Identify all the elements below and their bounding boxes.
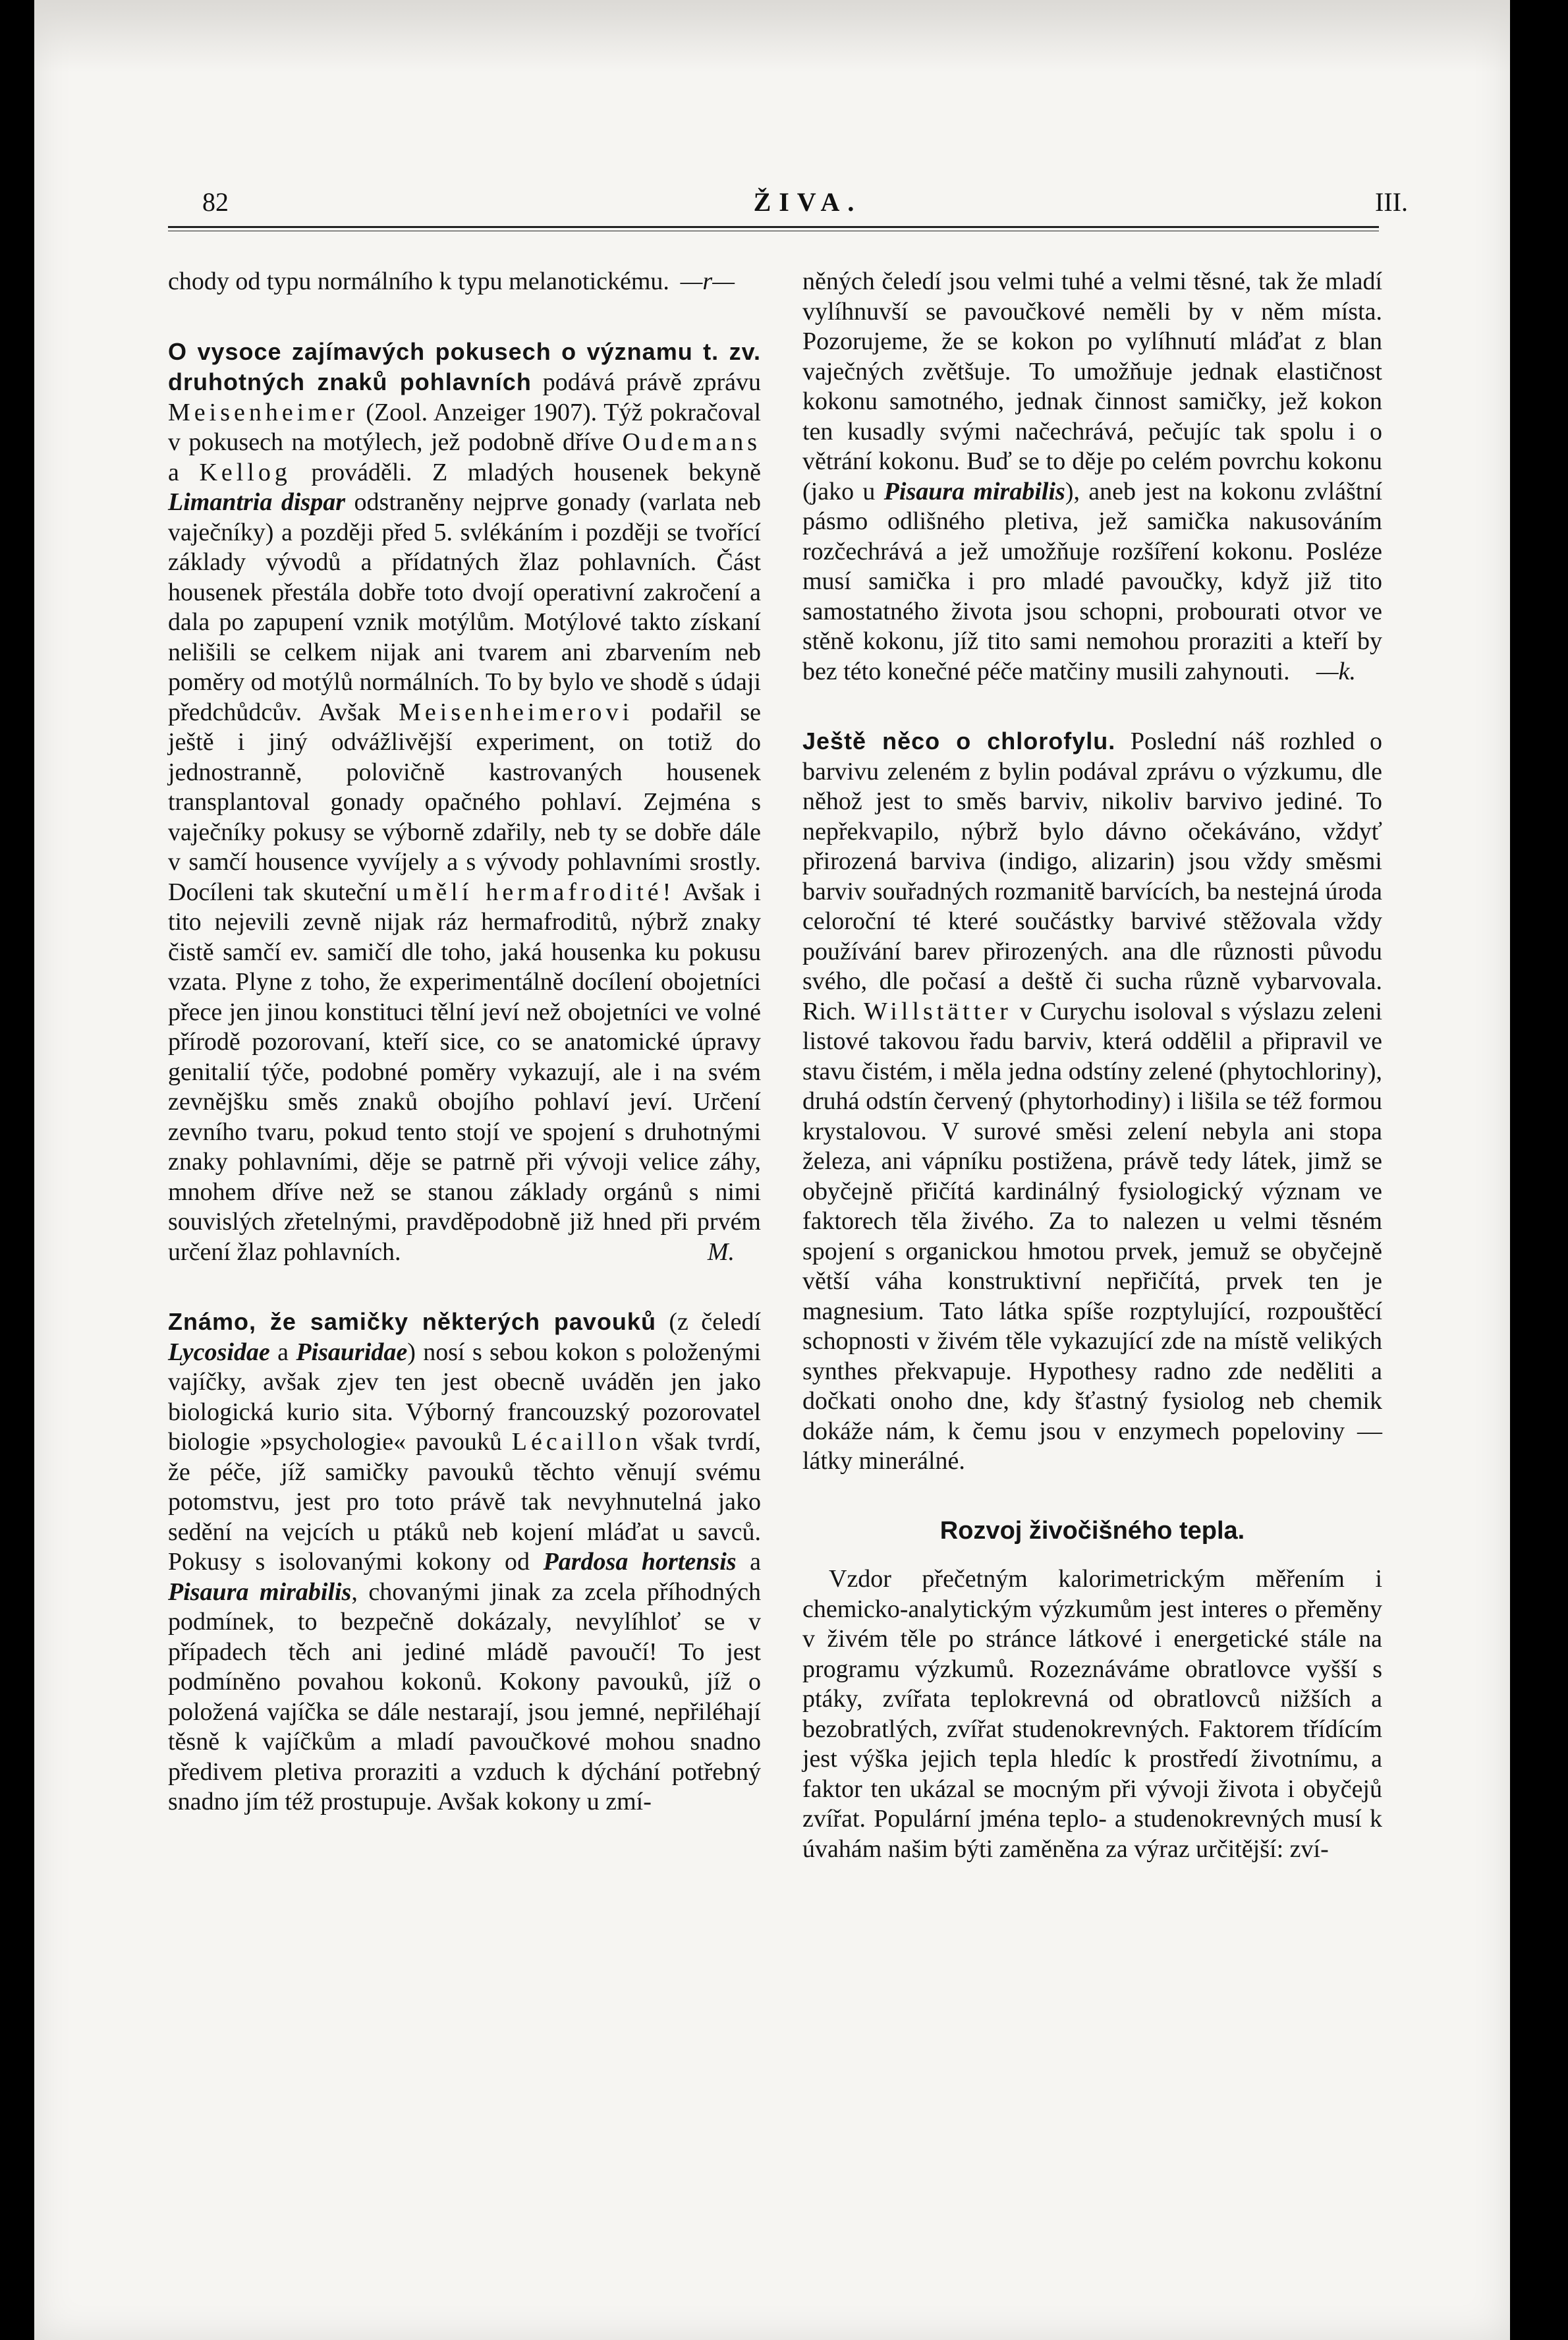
running-header (202, 186, 1413, 226)
right-column (802, 267, 1382, 1864)
spacer (802, 687, 1382, 726)
volume-number: III. (1375, 187, 1408, 217)
text-run: a (277, 1338, 289, 1366)
article-sexual-characters (168, 337, 761, 1268)
intro-paragraph (168, 267, 761, 297)
author-name: Lécaillon (511, 1428, 642, 1456)
header-rule-thick (168, 226, 1379, 228)
text-run: (z čeledí (669, 1308, 762, 1336)
text-run: něných čeledí jsou velmi tuhé a velmi těsné, tak že mladí vylíhnuvší se pavoučkové neměli by v něm místa. Pozorujeme, že se kokon po vylíhnutí mláďat z blan vaječných zvětšuje. To umožňuje jednak elastičnost kokonu samotného, jednak činnost samičky, jež kokon ten kusadly svými načechrává, pečujíc tak spolu i o větrání kokonu. Buď se to děje po celém povrchu kokonu (jako u (802, 268, 1382, 505)
text-run: a (168, 458, 179, 486)
text-run: odstraněny nejprve gonady (varlata neb vaječníky) a později před 5. svlékáním i později se tvořící základy vývodů a přídatných žlaz pohlavních. Část housenek přestála dobře toto dvojí operativní zakročení a dala po zapupení vznik motýlům. Motýlové takto získaní nelišili se celkem nijak ani tvarem ani zbarvením neb poměry od motýlů normálních. To by bylo ve shodě s údaji předchůdcův. Avšak (168, 488, 762, 726)
family-name: Pisauridae (296, 1338, 408, 1366)
journal-title: ŽIVA. (753, 187, 862, 217)
text-run: podařil se ještě i jiný odvážlivější experiment, on totiž do jednostranně, polovičně kastrovaných housenek transplantoval gonady opačného pohlaví. Zejména s vaječníky pokusy se výborně zdařily, neb ty se dobře dále v samčí housence vyvíjely a s vývody pohlavními srostly. Docíleni tak skuteční (168, 698, 762, 906)
section-heading: Ještě něco o chlorofylu. (802, 728, 1116, 755)
page-number: 82 (202, 187, 229, 217)
author-name: Meisenheimer (168, 398, 359, 426)
signature-k: —k. (1316, 657, 1356, 685)
spacer (802, 1477, 1382, 1516)
species-name: Pisaura mirabilis (168, 1578, 352, 1606)
emphasized-term: umělí hermafrodité! (395, 878, 675, 906)
text-run: , chovanými jinak za zcela příhodných podmínek, to bezpečně dokázaly, nevylíhloť se v případech těch ani jediné mládě pavoučí! To jest podmíněno povahou kokonů. Kokony pavouků, jíž o položená vajíčka se dále nestarají, jsou jemné, nepřiléhají těsně k vajíčkům a mladí pavoučkové mohou snadno předivem pletiva proraziti a vzduch k dýchání potřebný snadno jím též prostupuje. Avšak kokony u zmí- (168, 1578, 761, 1815)
text-run: chody od typu normálního k typu melanotickému. (168, 268, 669, 295)
text-run: prováděli. Z mladých housenek bekyně (311, 458, 761, 486)
author-name: Meisenheimerovi (399, 698, 634, 726)
family-name: Lycosidae (168, 1338, 270, 1366)
author-name: Willstätter (864, 997, 1012, 1025)
section-heading-animal-heat: Rozvoj živočišného tepla. (939, 1516, 1245, 1545)
section-heading: Známo, že samičky některých pavouků (168, 1308, 656, 1335)
author-name: Oudemans (622, 428, 761, 456)
species-name: Pisaura mirabilis (883, 477, 1065, 505)
text-run: (Zool. Anzeiger 1907). Týž pokračoval v pokusech na motýlech, jež podobně dříve (168, 398, 762, 456)
text-run: Avšak i tito nejevili zevně nijak ráz hermafroditů, nýbrž znaky čistě samčí ev. samičí dle toho, jaká housenka ku pokusu vzata. Plyne z toho, že experimentálně docílení obojetníci přece jen jinou konstituci tělní jeví než obojetníci ve volné přírodě pozorovaní, kteří sice, co se anatomické úpravy genitalií týče, podobné poměry vykazují, ale i na svém zevnějšku směs znaků obojího pohlaví jeví. Určení zevního tvaru, pokud tento stojí ve spojení s druhotnými znaky pohlavními, děje se patrně při vývoji velice záhy, mnohem dříve než se stanou základy orgánů s nimi souvislých zřetelnými, pravděpodobně již hned při prvém určení žlaz pohlavních. (168, 878, 761, 1266)
article-spiders-continued (802, 267, 1382, 687)
text-run: v Curychu isoloval s výslazu zeleni listové takovou řadu barviv, která oddělil a připravil ve stavu čistém, i měla jedna odstíny zelené (phytochloriny), druhá odstín červený (phytorhodiny) i lišila se též formou krystalovou. V surové směsi zelení nebyla ani stopa železa, ani vápníku postižena, právě tedy látek, jimž se obyčejně přičítá kardinálný fysiologický význam ve faktorech těla živého. Za to nalezen u velmi těsném spojení s organickou hmotou prvek, jemuž se obyčejně větší váha konstruktivní nepřičítá, prvek ten je magnesium. Tato látka spíše rozptylující, rozpouštěcí schopnosti v živém těle vykazující zde na místě velikých synthes překvapuje. Hypothesy radno zde neděliti a dočkati onoho dne, kdy šťastný fysiolog neb chemik dokáže nám, k čemu jsou v enzymech popeloviny — látky minerálné. (802, 997, 1383, 1475)
text-run: ) nosí s sebou kokon s položenými vajíčky, avšak zjev ten jest obecně uváděn jen jako biologická kurio sita. Výborný francouzský pozorovatel biologie »psychologie« pavouků (168, 1338, 762, 1456)
signature-m: M. (707, 1238, 735, 1266)
section-heading: O vysoce zajímavých pokusech o významu t. zv. druhotných znaků pohlavních (168, 337, 761, 395)
signature-r: —r— (680, 268, 735, 295)
text-run: podává právě zprávu (542, 368, 761, 396)
text-run: však tvrdí, že péče, jíž samičky pavouků těchto věnují svému potomstvu, jest pro toto právě tak nevyhnutelná jako sedění na vejcích u ptáků neb kojení mláďat u savců. Pokusy s isolovanými kokony od (168, 1428, 761, 1576)
article-chlorophyll (802, 726, 1382, 1477)
text-run: Poslední náš rozhled o barvivu zeleném z bylin podával zprávu o výzkumu, dle něhož jest to směs barviv, nikoliv barvivo jediné. To nepřekvapilo, nýbrž bylo dávno očekáváno, vždyť přirozená barviva (indigo, alizarin) jsou vždy směsmi barviv souřadných rozmanitě barvících, ba nestejná úroda celoroční té které součástky barvivé stěžovala vždy používání barev přirozených. ana dle různosti původu svého, dle počasí a deště či sucha různě vybarvovala. Rich. (802, 728, 1382, 1025)
text-run: a (750, 1548, 762, 1576)
spacer (168, 297, 761, 337)
text-run: Vzdor přečetným kalorimetrickým měřením i chemicko-analytickým výzkumům jest interes o přeměny v živém těle po stránce látkové i energetické stále na programu výzkumů. Rozeznáváme obratlovce vyšší s ptáky, zvířata teplokrevná od obratlovců nižších a bezobratlých, zvířat studenokrevných. Faktorem třídícím jest výška jejich tepla hledíc k prostředí životnímu, a faktor ten ukázal se mocným při vývoji života i obyčejů zvířat. Populární jména teplo- a studenokrevných musí k úvahám našim býti zaměněna za výraz určitější: zví- (802, 1565, 1382, 1863)
species-name: Pardosa hortensis (543, 1548, 737, 1576)
left-column (168, 267, 761, 1817)
author-name: Kellog (199, 458, 291, 486)
article-spiders (168, 1307, 761, 1817)
species-name: Limantria dispar (168, 488, 346, 516)
spacer (168, 1267, 761, 1307)
article-animal-heat (802, 1564, 1382, 1864)
text-run: ), aneb jest na kokonu zvláštní pásmo odlišného pletiva, jež samička nakusováním rozčechrává a jež umožňuje rozšíření kokonu. Posléze musí samička i pro mladé pavoučky, když již tito samostatného života jsou schopni, probourati otvor ve stěně kokonu, jíž tito sami nemohou proraziti a kteří by bez této konečné péče matčiny musili zahynouti. (802, 477, 1383, 685)
